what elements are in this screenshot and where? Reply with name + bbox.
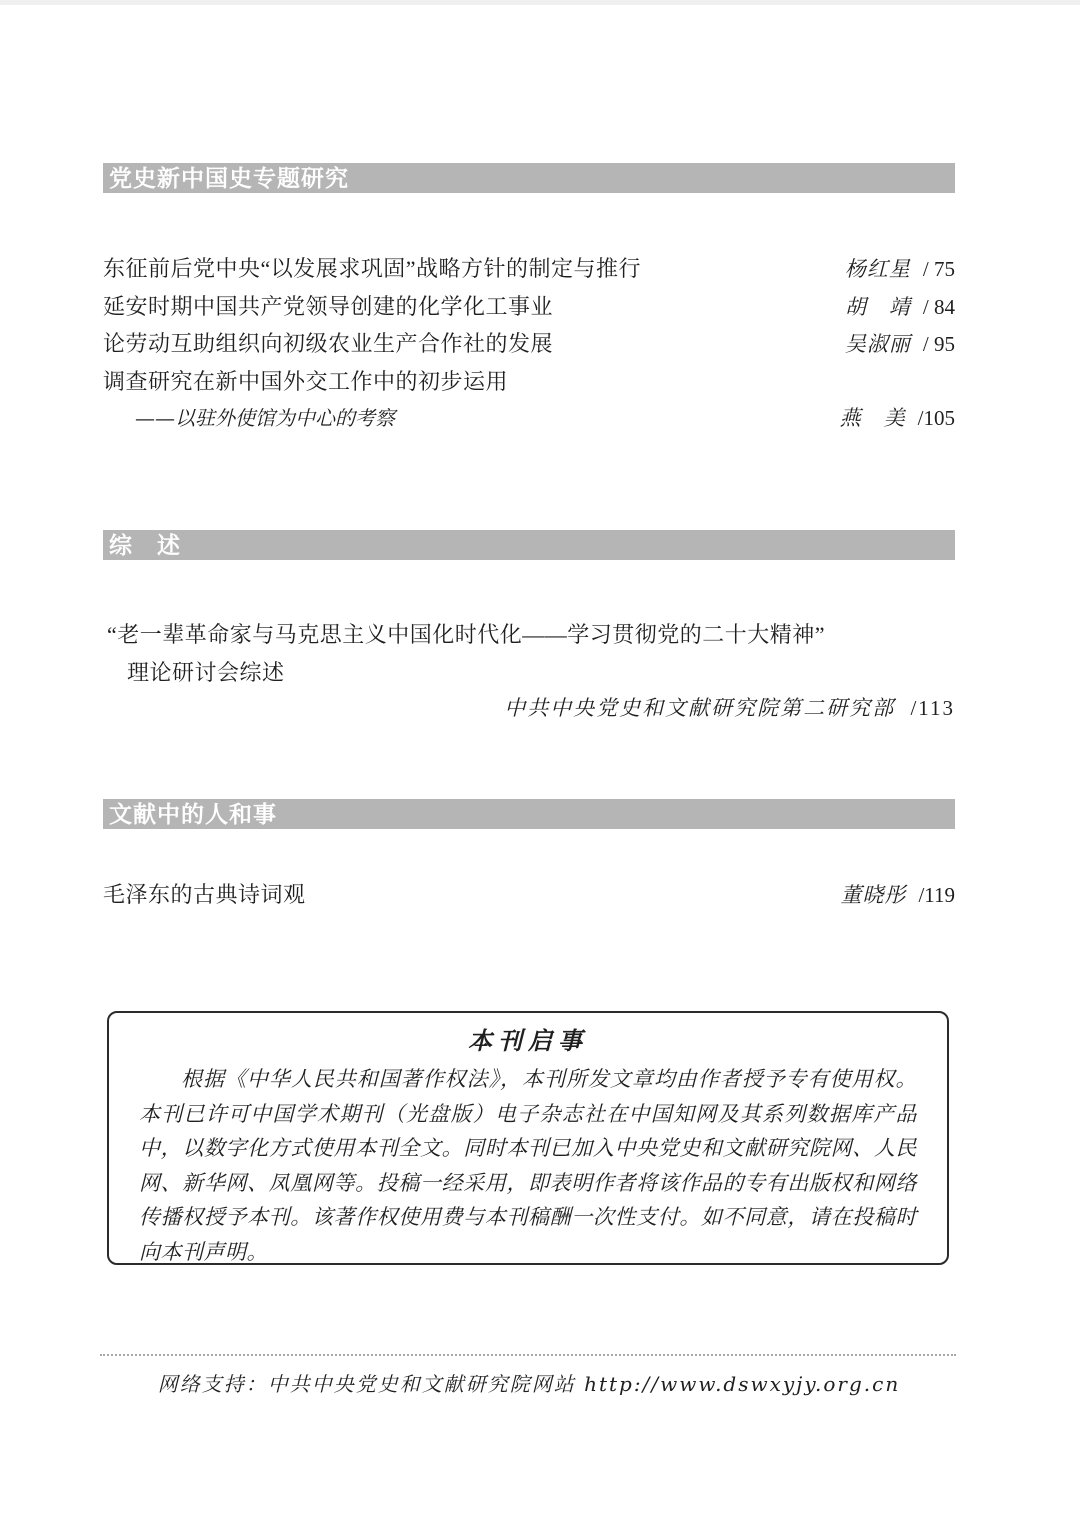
notice-title: 本刊启事 — [468, 1026, 588, 1055]
section-header-party-history — [103, 163, 955, 193]
article-author: 胡 靖 — [844, 294, 911, 319]
article-author: 中共中央党史和文献研究院第二研究部 — [504, 696, 896, 720]
article-title: 延安时期中国共产党领导创建的化学化工事业 — [103, 293, 554, 319]
toc-entry — [103, 325, 955, 363]
article-page-number: / 95 — [922, 332, 955, 356]
toc-entry — [103, 876, 955, 916]
section-header-overview — [103, 530, 955, 560]
footer-support-text: 网络支持：中共中央党史和文献研究院网站 http://www.dswxyjy.org.cn — [157, 1372, 901, 1396]
article-title: 东征前后党中央“以发展求巩固”战略方针的制定与推行 — [103, 256, 642, 281]
article-page-number: /105 — [917, 406, 955, 430]
journal-notice-box — [107, 1011, 949, 1265]
author-page — [845, 289, 955, 329]
article-page-number: /119 — [918, 883, 955, 907]
section-header-label: 综 述 — [109, 532, 181, 558]
article-author: 董晓彤 — [840, 883, 907, 907]
page-top-edge — [0, 0, 1080, 5]
article-title: 论劳动互助组织向初级农业生产合作社的发展 — [103, 331, 554, 356]
notice-body: 根据《中华人民共和国著作权法》，本刊所发文章均由作者授予专有使用权。本刊已许可中国学术期刊（光盘版）电子杂志社在中国知网及其系列数据库产品中，以数字化方式使用本刊全文。同时本刊已加入中央党史和文献研究院网、人民网、新华网、凤凰网等。投稿一经采用，即表明作者将该作品的专有出版权和网络传播权授予本刊。该著作权使用费与本刊稿酬一次性支付。如不同意，请在投稿时向本刊声明。 — [139, 1067, 917, 1264]
section-header-label: 文献中的人和事 — [109, 801, 277, 827]
author-page — [845, 326, 955, 366]
seminar-title-line2: 理论研讨会综述 — [127, 660, 285, 685]
toc-section-party-history — [103, 250, 955, 438]
article-subtitle: ——以驻外使馆为中心的考察 — [135, 406, 395, 430]
article-page-number: /113 — [910, 696, 955, 720]
section-header-label: 党史新中国史专题研究 — [109, 165, 349, 191]
author-page — [840, 400, 955, 440]
author-page — [845, 251, 955, 291]
article-author: 杨红星 — [844, 257, 911, 281]
seminar-title-line1: “老一辈革命家与马克思主义中国化时代化——学习贯彻党的二十大精神” — [107, 622, 826, 647]
article-title: 调查研究在新中国外交工作中的初步运用 — [103, 368, 509, 394]
toc-entry — [103, 288, 955, 326]
footer-divider — [100, 1354, 956, 1356]
toc-entry — [103, 363, 955, 401]
article-page-number: / 84 — [922, 294, 955, 319]
article-title: 毛泽东的古典诗词观 — [103, 882, 306, 907]
toc-entry — [103, 250, 955, 288]
article-page-number: / 75 — [922, 257, 955, 281]
article-author: 燕 美 — [839, 406, 906, 430]
article-author: 吴淑丽 — [844, 332, 911, 356]
toc-entry-subtitle — [103, 400, 955, 438]
author-page — [840, 877, 955, 916]
seminar-attribution — [103, 692, 955, 722]
section-header-people-events — [103, 799, 955, 829]
